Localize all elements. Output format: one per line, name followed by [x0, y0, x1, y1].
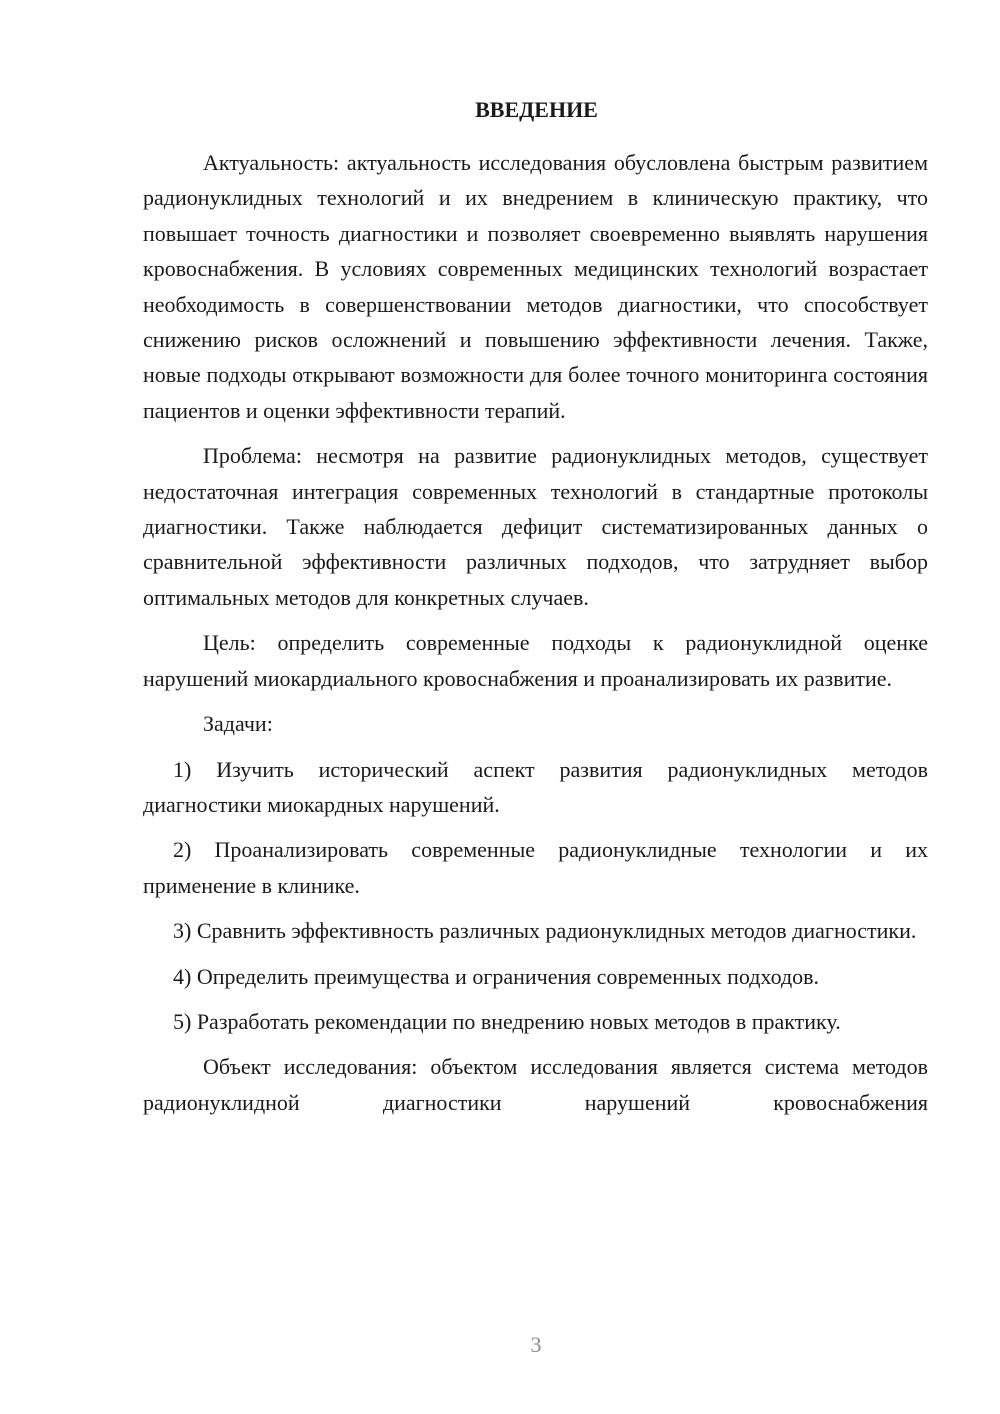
section-heading: ВВЕДЕНИЕ [475, 97, 598, 122]
problem-paragraph: Проблема: несмотря на развитие радионуклидных методов, существует недостаточная интеграция современных технологий в стандартные протоколы диагностики. Также наблюдается дефицит систематизированных данных о сравнительной эффективности различных подходов, что затрудняет выбор оптимальных методов для конкретных случаев. [143, 443, 928, 610]
task-item-3: 3) Сравнить эффективность различных радионуклидных методов диагностики. [173, 918, 917, 944]
object-paragraph: Объект исследования: объектом исследования является система методов радионуклидной диагностики нарушений кровоснабжения [143, 1054, 928, 1115]
goal-paragraph: Цель: определить современные подходы к радионуклидной оценке нарушений миокардиального кровоснабжения и проанализировать их развитие. [143, 630, 928, 691]
page-number: 3 [530, 1332, 542, 1357]
relevance-paragraph: Актуальность: актуальность исследования обусловлена быстрым развитием радионуклидных технологий и их внедрением в клиническую практику, что повышает точность диагностики и позволяет своевременно выявлять нарушения кровоснабжения. В условиях современных медицинских технологий возрастает необходимость в совершенствовании методов диагностики, что способствует снижению рисков осложнений и повышению эффективности лечения. Также, новые подходы открывают возможности для более точного мониторинга состояния пациентов и оценки эффективности терапий. [143, 150, 928, 423]
document-page [143, 92, 928, 1120]
task-item-4: 4) Определить преимущества и ограничения современных подходов. [173, 963, 820, 989]
task-item-5: 5) Разработать рекомендации по внедрению новых методов в практику. [173, 1008, 841, 1034]
tasks-label: Задачи: [203, 711, 273, 737]
task-item-2: 2) Проанализировать современные радионуклидные технологии и их применение в клинике. [143, 837, 928, 898]
task-item-1: 1) Изучить исторический аспект развития радионуклидных методов диагностики миокардных нарушений. [143, 756, 928, 817]
